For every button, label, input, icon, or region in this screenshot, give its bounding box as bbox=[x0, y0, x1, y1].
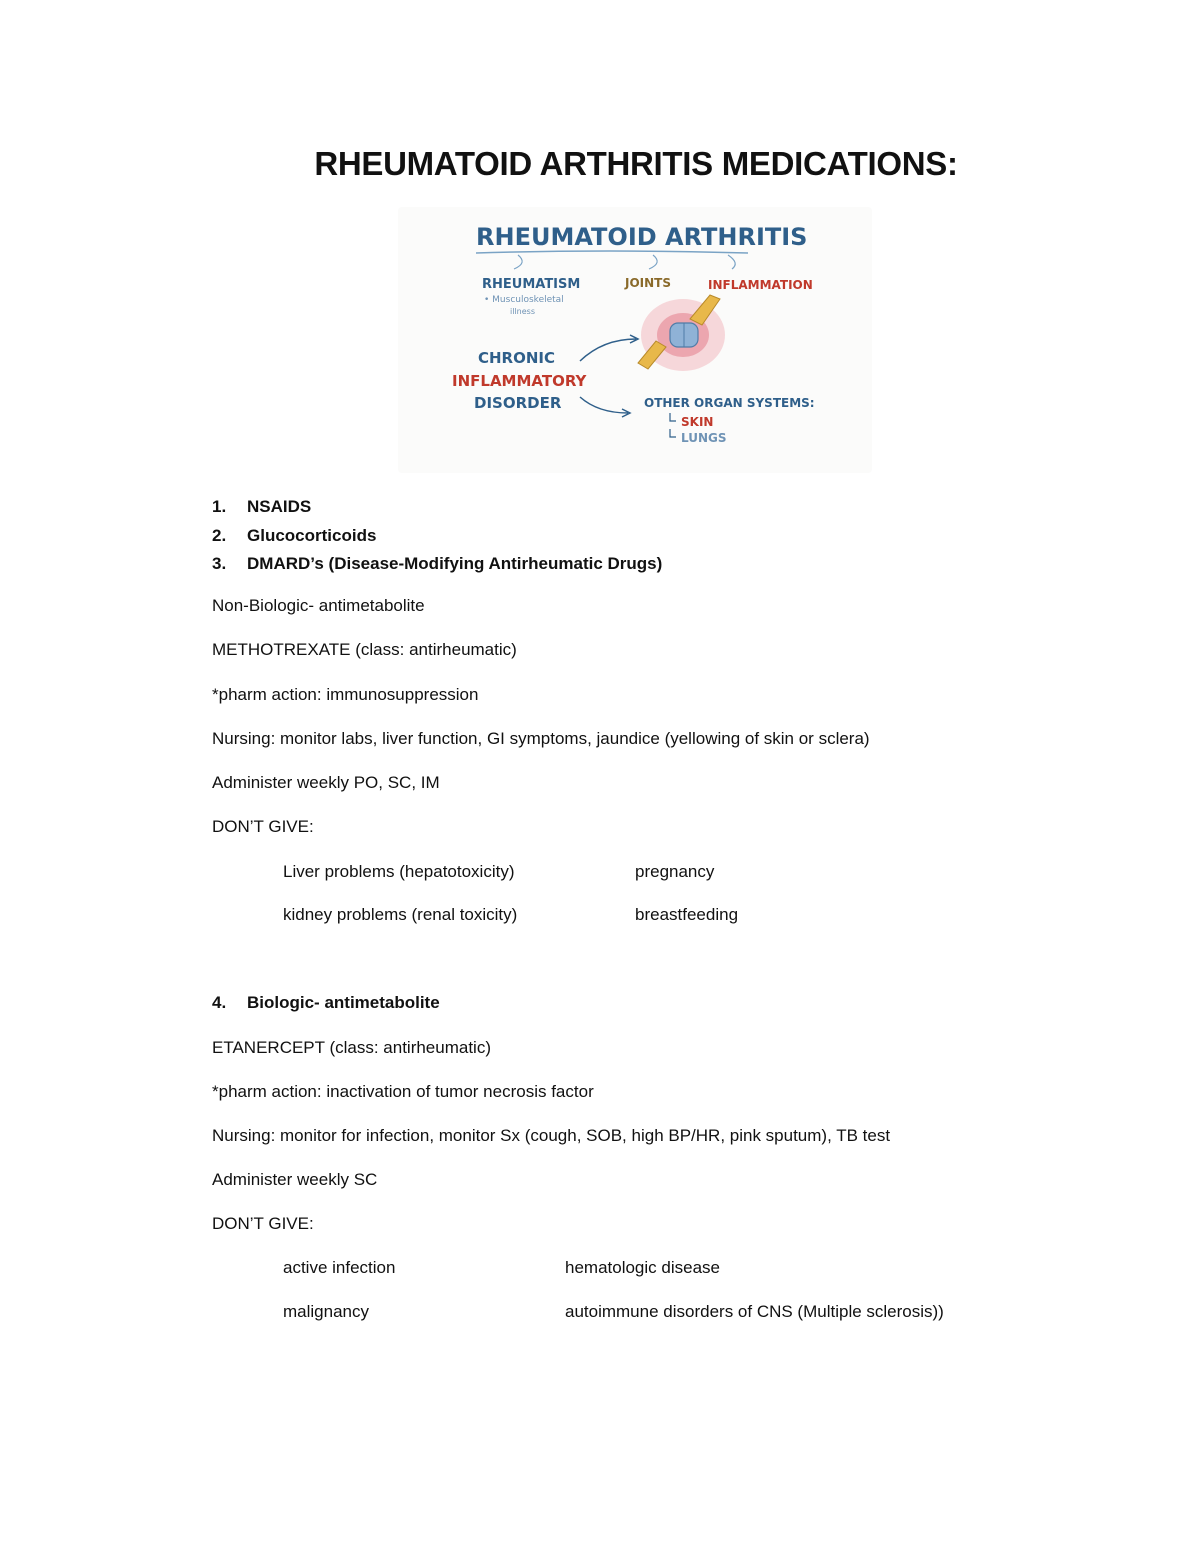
joint-illustration bbox=[638, 295, 725, 371]
word-lungs: LUNGS bbox=[681, 431, 727, 445]
contraindication-item: pregnancy bbox=[635, 862, 715, 881]
list-label: DMARD’s (Disease-Modifying Antirheumatic Drugs) bbox=[247, 554, 663, 573]
list-item bbox=[212, 522, 662, 551]
bracket-rheumatism bbox=[514, 255, 522, 269]
contraindication-item: autoimmune disorders of CNS (Multiple sclerosis)) bbox=[565, 1302, 944, 1321]
drug-class-list bbox=[212, 493, 662, 579]
contraindication-item: Liver problems (hepatotoxicity) bbox=[283, 862, 515, 881]
methotrexate-administer: Administer weekly PO, SC, IM bbox=[212, 773, 440, 792]
word-inflammation: INFLAMMATION bbox=[708, 278, 813, 292]
rheumatism-note-1: • Musculoskeletal bbox=[484, 295, 564, 305]
bracket-inflammation bbox=[728, 255, 735, 269]
word-chronic: CHRONIC bbox=[478, 349, 556, 367]
etanercept-administer: Administer weekly SC bbox=[212, 1170, 378, 1189]
methotrexate-dont-give: DON’T GIVE: bbox=[212, 817, 314, 836]
non-biologic-heading: Non-Biologic- antimetabolite bbox=[212, 596, 425, 615]
contraindication-item: malignancy bbox=[283, 1302, 369, 1321]
etanercept-line: ETANERCEPT (class: antirheumatic) bbox=[212, 1038, 491, 1057]
heading-underline bbox=[476, 251, 748, 253]
ra-diagram bbox=[398, 207, 872, 473]
contraindication-item: hematologic disease bbox=[565, 1258, 720, 1277]
contraindication-item: breastfeeding bbox=[635, 905, 739, 924]
methotrexate-line: METHOTREXATE (class: antirheumatic) bbox=[212, 640, 517, 659]
methotrexate-nursing: Nursing: monitor labs, liver function, GI symptoms, jaundice (yellowing of skin or sclera) bbox=[212, 729, 870, 748]
word-disorder: DISORDER bbox=[474, 394, 562, 412]
contraindication-item: kidney problems (renal toxicity) bbox=[283, 905, 518, 924]
etanercept-dont-give: DON’T GIVE: bbox=[212, 1214, 314, 1233]
word-skin: SKIN bbox=[681, 415, 714, 429]
word-rheumatism: RHEUMATISM bbox=[482, 277, 581, 292]
list-number: 1. bbox=[212, 497, 227, 516]
word-joints: JOINTS bbox=[625, 276, 672, 290]
list-label: Glucocorticoids bbox=[247, 525, 377, 545]
arrow-to-joint bbox=[580, 339, 636, 361]
figure-heading: RHEUMATOID ARTHRITIS bbox=[476, 223, 808, 251]
word-inflammatory: INFLAMMATORY bbox=[452, 372, 587, 390]
bullet-skin bbox=[670, 413, 676, 421]
page-title: RHEUMATOID ARTHRITIS MEDICATIONS: bbox=[314, 145, 958, 182]
list-number: 4. bbox=[212, 993, 227, 1012]
list-item bbox=[212, 550, 662, 579]
biologic-heading bbox=[212, 991, 440, 1015]
etanercept-nursing: Nursing: monitor for infection, monitor Sx (cough, SOB, high BP/HR, pink sputum), TB test bbox=[212, 1126, 891, 1145]
list-number: 3. bbox=[212, 554, 227, 573]
rheumatism-note-2: illness bbox=[510, 307, 535, 316]
list-label: Biologic- antimetabolite bbox=[247, 993, 440, 1012]
etanercept-action: *pharm action: inactivation of tumor necrosis factor bbox=[212, 1082, 594, 1101]
word-other-organs: OTHER ORGAN SYSTEMS: bbox=[644, 396, 815, 410]
contraindication-item: active infection bbox=[283, 1258, 396, 1277]
ra-illustration bbox=[398, 207, 872, 473]
bracket-joints bbox=[649, 255, 657, 269]
bullet-lungs bbox=[670, 429, 676, 437]
methotrexate-action: *pharm action: immunosuppression bbox=[212, 685, 479, 704]
list-label: NSAIDS bbox=[247, 497, 312, 516]
list-item bbox=[212, 493, 662, 522]
arrow-to-organs bbox=[580, 397, 628, 413]
list-number: 2. bbox=[212, 525, 227, 545]
